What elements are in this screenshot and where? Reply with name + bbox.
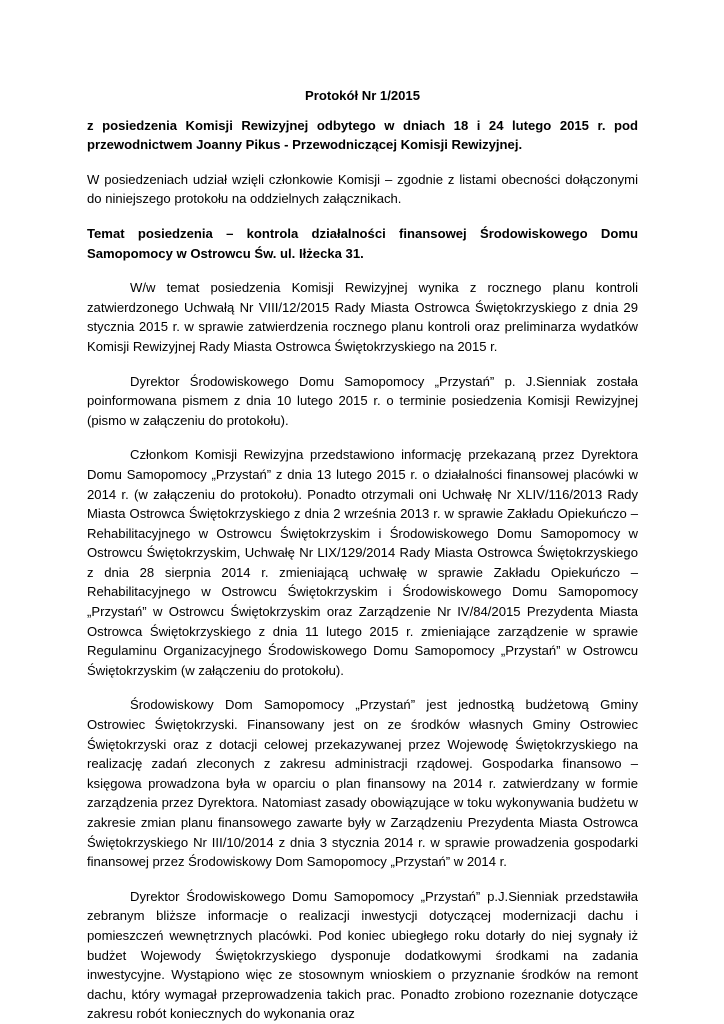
attendance-paragraph: W posiedzeniach udział wzięli członkowie Komisji – zgodnie z listami obecności dołączonymi do niniejszego protokołu na oddzielnych załącznikach. — [87, 171, 638, 207]
paragraph-notification: Dyrektor Środowiskowego Domu Samopomocy „Przystań” p. J.Sienniak została poinformowana pismem z dnia 10 lutego 2015 r. o terminie posiedzenia Komisji Rewizyjnej (pismo w załączeniu do protokołu). — [87, 373, 638, 428]
paragraph-documents: Członkom Komisji Rewizyjna przedstawiono informację przekazaną przez Dyrektora Domu Samopomocy „Przystań” z dnia 13 lutego 2015 r. o działalności finansowej placówki w 2014 r. (w załączeniu do protokołu). Ponadto otrzymali oni Uchwałę Nr XLIV/116/2013 Rady Miasta Ostrowca Świętokrzyskiego z dnia 2 września 2013 r. w sprawie Zakładu Opiekuńczo – Rehabilitacyjnego w Ostrowcu Świętokrzyskim i Środowiskowego Domu Samopomocy w Ostrowcu Świętokrzyskim, Uchwałę Nr LIX/129/2014 Rady Miasta Ostrowca Świętokrzyskiego z dnia 28 sierpnia 2014 r. zmieniającą uchwałę w sprawie Zakładu Opiekuńczo – Rehabilitacyjnego w Ostrowcu Świętokrzyskim i Środowiskowego Domu Samopomocy „Przystań” w Ostrowcu Świętokrzyskim oraz Zarządzenie Nr IV/84/2015 Prezydenta Miasta Ostrowca Świętokrzyskiego z dnia 11 lutego 2015 r. zmieniające zarządzenie w sprawie Regulaminu Organizacyjnego Środowiskowego Domu Samopomocy „Przystań” w Ostrowcu Świętokrzyskim (w załączeniu do protokołu). — [87, 447, 638, 678]
paragraph-investment: Dyrektor Środowiskowego Domu Samopomocy „Przystań” p.J.Sienniak przedstawiła zebranym bliższe informacje o realizacji inwestycji dotyczącej modernizacji dachu i pomieszczeń wewnętrznych placówki. Pod koniec ubiegłego roku dotarły do niej sygnały iż budżet Wojewody Świętokrzyskiego dysponuje dodatkowymi środkami na zadania inwestycyjne. Wystąpiono więc ze stosownym wnioskiem o przyznanie środków na remont dachu, który wymagał przeprowadzenia takich prac. Ponadto zrobiono rozeznanie dotyczące zakresu robót koniecznych do wykonania oraz — [87, 888, 638, 1022]
document-subtitle: z posiedzenia Komisji Rewizyjnej odbytego w dniach 18 i 24 lutego 2015 r. pod przewodnictwem Joanny Pikus - Przewodniczącej Komisji Rewizyjnej. — [87, 117, 638, 153]
document-title: Protokół Nr 1/2015 — [305, 88, 420, 103]
paragraph-plan: W/w temat posiedzenia Komisji Rewizyjnej wynika z rocznego planu kontroli zatwierdzonego Uchwałą Nr VIII/12/2015 Rady Miasta Ostrowca Świętokrzyskiego z dnia 29 stycznia 2015 r. w sprawie zatwierdzenia rocznego planu kontroli oraz preliminarza wydatków Komisji Rewizyjnej Rady Miasta Ostrowca Świętokrzyskiego na 2015 r. — [87, 280, 638, 354]
document-page — [87, 86, 638, 1024]
meeting-topic: Temat posiedzenia – kontrola działalności finansowej Środowiskowego Domu Samopomocy w Ostrowcu Św. ul. Iłżecka 31. — [87, 225, 638, 261]
paragraph-financing: Środowiskowy Dom Samopomocy „Przystań” jest jednostką budżetową Gminy Ostrowiec Świętokrzyski. Finansowany jest on ze środków własnych Gminy Ostrowiec Świętokrzyski oraz z dotacji celowej przekazywanej przez Wojewodę Świętokrzyskiego na realizację zadań zleconych z zakresu administracji rządowej. Gospodarka finansowo – księgowa prowadzona była w oparciu o plan finansowy na 2014 r. zatwierdzany w formie zarządzenia przez Dyrektora. Natomiast zasady obowiązujące w toku wykonywania budżetu w zakresie zmian planu finansowego zawarte były w Zarządzeniu Prezydenta Miasta Ostrowca Świętokrzyskiego Nr III/10/2014 z dnia 3 stycznia 2014 r. w sprawie prowadzenia gospodarki finansowej przez Środowiskowy Dom Samopomocy „Przystań” w 2014 r. — [87, 697, 638, 870]
